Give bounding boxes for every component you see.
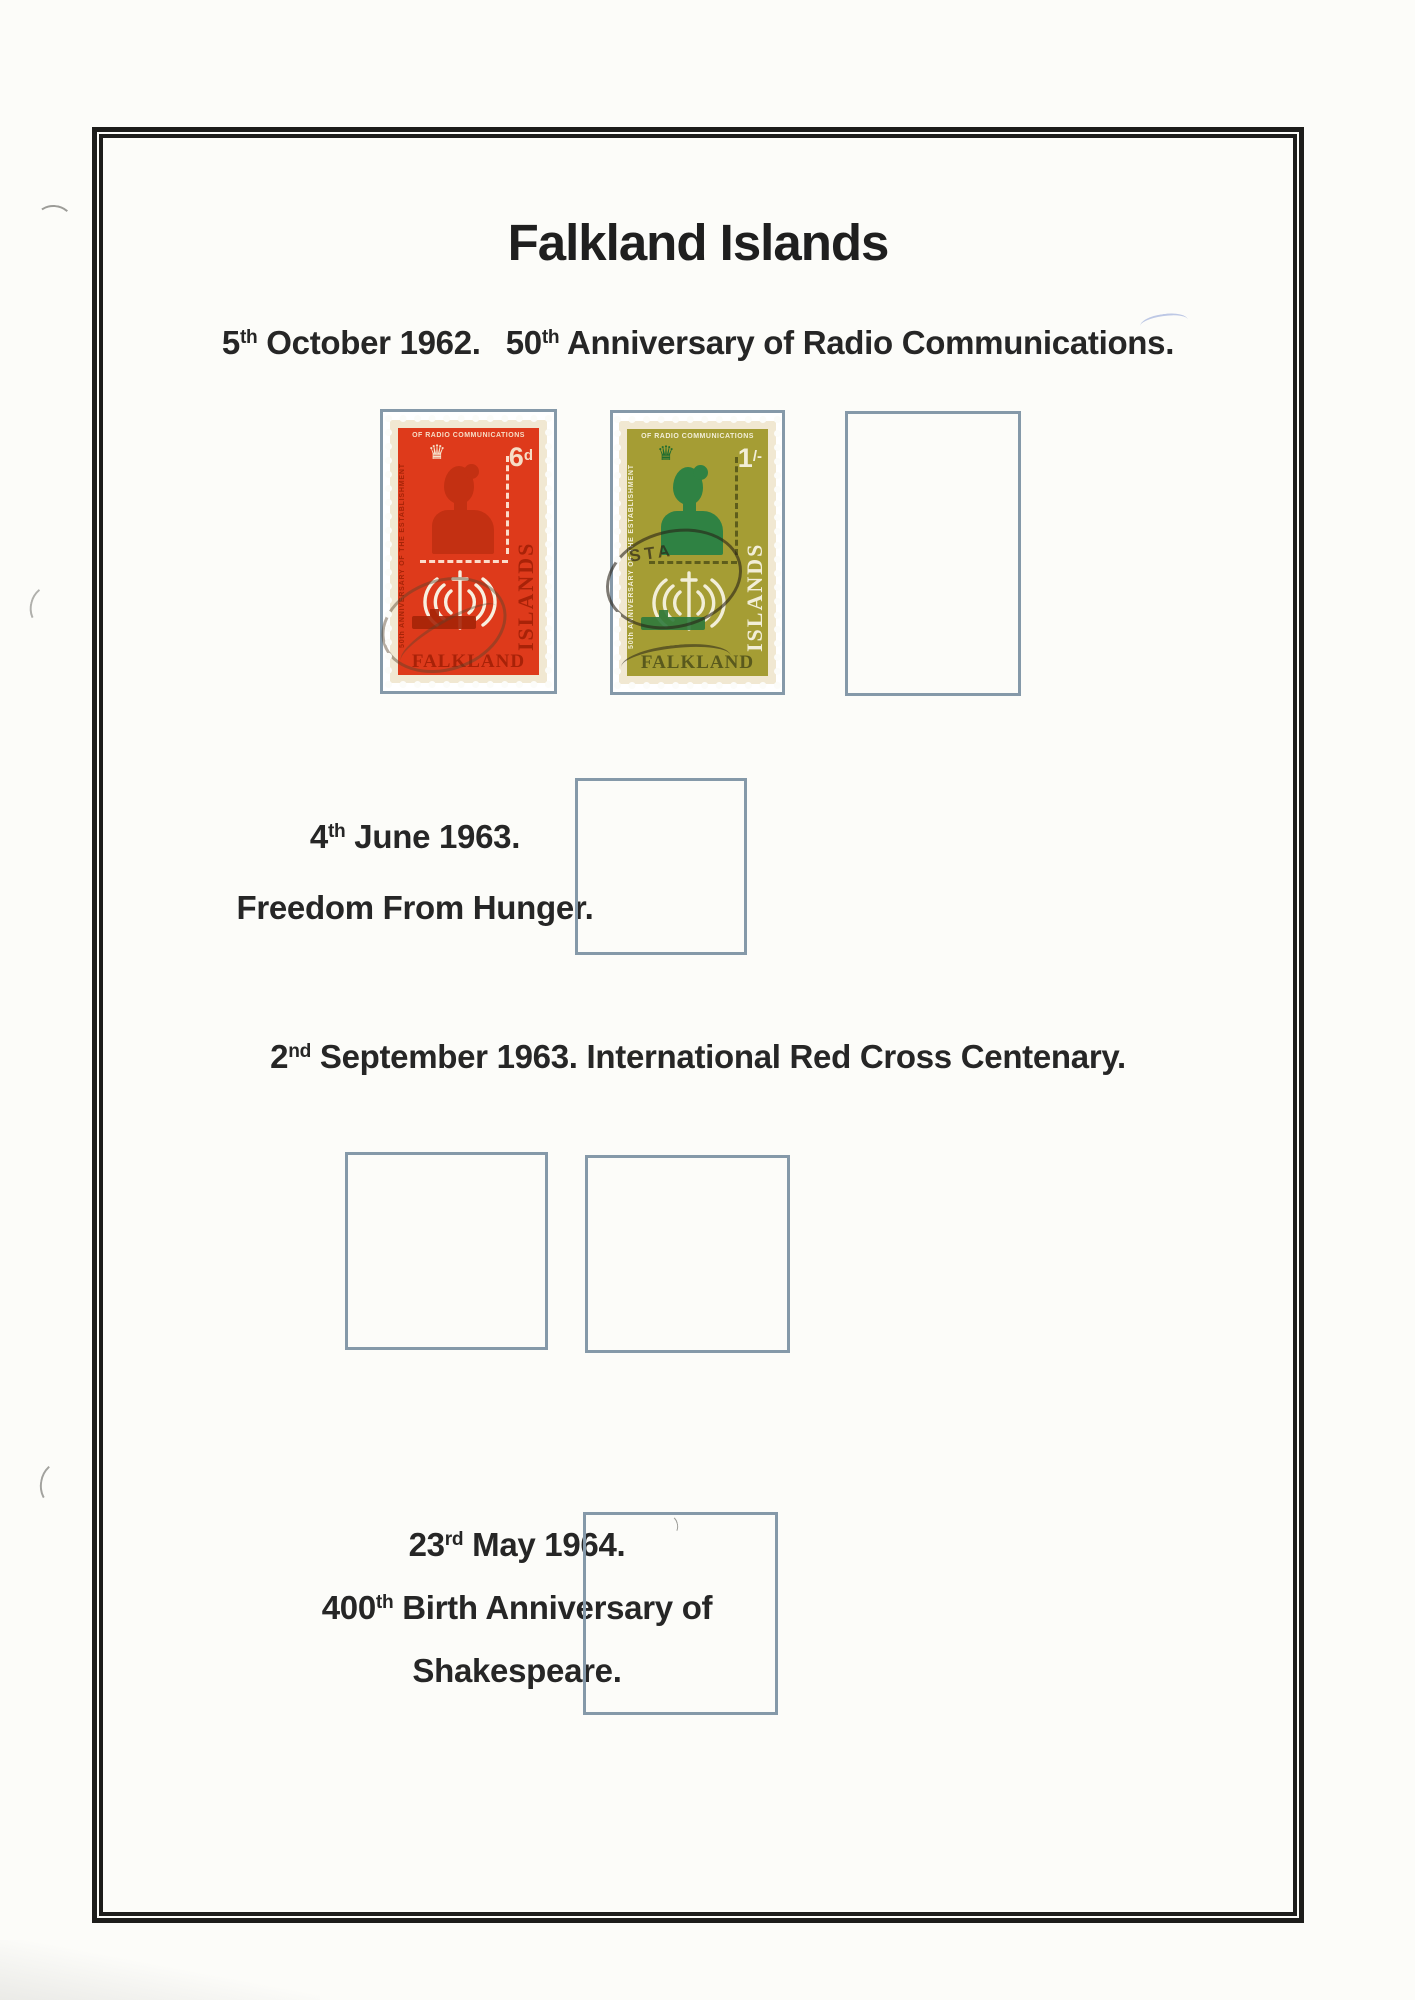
dashed-divider <box>420 560 508 563</box>
heading-red-cross: 2nd September 1963. International Red Cross Centenary. <box>270 1038 1126 1075</box>
stamp-country-label: FALKLAND <box>640 652 755 673</box>
stamp-country-label: FALKLAND <box>411 651 526 672</box>
crown-icon: ♛ <box>428 442 446 464</box>
stamp-mount-1s <box>610 410 785 695</box>
empty-stamp-box-radio <box>845 411 1021 696</box>
stamp-side-label: ISLANDS <box>513 541 538 651</box>
empty-stamp-box-redcross-2 <box>585 1155 790 1353</box>
stamp-left-label: 50th ANNIVERSARY OF THE ESTABLISHMENT <box>399 463 406 648</box>
stamp-mount-6d <box>380 409 557 694</box>
queen-portrait <box>661 465 723 555</box>
stamp-6d-design <box>398 428 539 675</box>
heading-line: 400th Birth Anniversary of <box>321 1589 713 1626</box>
dashed-divider-vertical <box>735 457 738 555</box>
ordinal-suffix: th <box>327 821 346 843</box>
date-text: October 1962. 50 <box>257 324 542 361</box>
scanner-shadow <box>0 1940 320 2000</box>
event-text: Anniversary of Radio Communications. <box>559 324 1175 361</box>
ordinal-suffix: rd <box>444 1529 464 1551</box>
date-day: 5 <box>221 324 240 361</box>
punch-hole-arc-middle <box>26 583 65 629</box>
heading-line: Freedom From Hunger. <box>236 889 594 926</box>
radio-station-silhouette <box>641 617 705 630</box>
stamp-left-label: 50th ANNIVERSARY OF THE ESTABLISHMENT <box>628 464 635 649</box>
ordinal-suffix: th <box>541 327 560 349</box>
stamp-top-label: OF RADIO COMMUNICATIONS <box>412 432 525 439</box>
ordinal-suffix: th <box>239 327 258 349</box>
dashed-divider-vertical <box>506 456 509 554</box>
stamp-1s <box>619 421 776 684</box>
stamp-1s-design <box>627 429 768 676</box>
radio-station-silhouette <box>412 616 476 629</box>
empty-stamp-box-shakespeare <box>583 1512 778 1715</box>
empty-stamp-box-hunger <box>575 778 747 955</box>
punch-hole-arc-top <box>35 204 73 234</box>
stamp-top-label: OF RADIO COMMUNICATIONS <box>641 433 754 440</box>
dashed-divider <box>649 561 737 564</box>
ordinal-suffix: th <box>375 1592 394 1614</box>
crown-icon: ♛ <box>657 443 675 465</box>
punch-hole-arc-bottom <box>36 1459 77 1508</box>
heading-line: 23rd May 1964. <box>408 1526 626 1563</box>
heading-freedom-from-hunger <box>236 804 593 940</box>
stamp-value: 6d <box>508 442 533 472</box>
heading-radio-anniversary <box>92 324 1304 362</box>
postmark-text: STA <box>628 540 675 566</box>
empty-stamp-box-redcross-1 <box>345 1152 548 1350</box>
stamp-side-label: ISLANDS <box>742 542 767 652</box>
queen-portrait <box>432 464 494 554</box>
stamp-value: 1/- <box>737 443 762 473</box>
heading-line: Shakespeare. <box>412 1652 622 1689</box>
ordinal-suffix: nd <box>288 1041 311 1063</box>
heading-line: 4th June 1963. <box>309 818 521 855</box>
stamp-6d <box>390 420 547 683</box>
page-title: Falkland Islands <box>507 214 889 271</box>
